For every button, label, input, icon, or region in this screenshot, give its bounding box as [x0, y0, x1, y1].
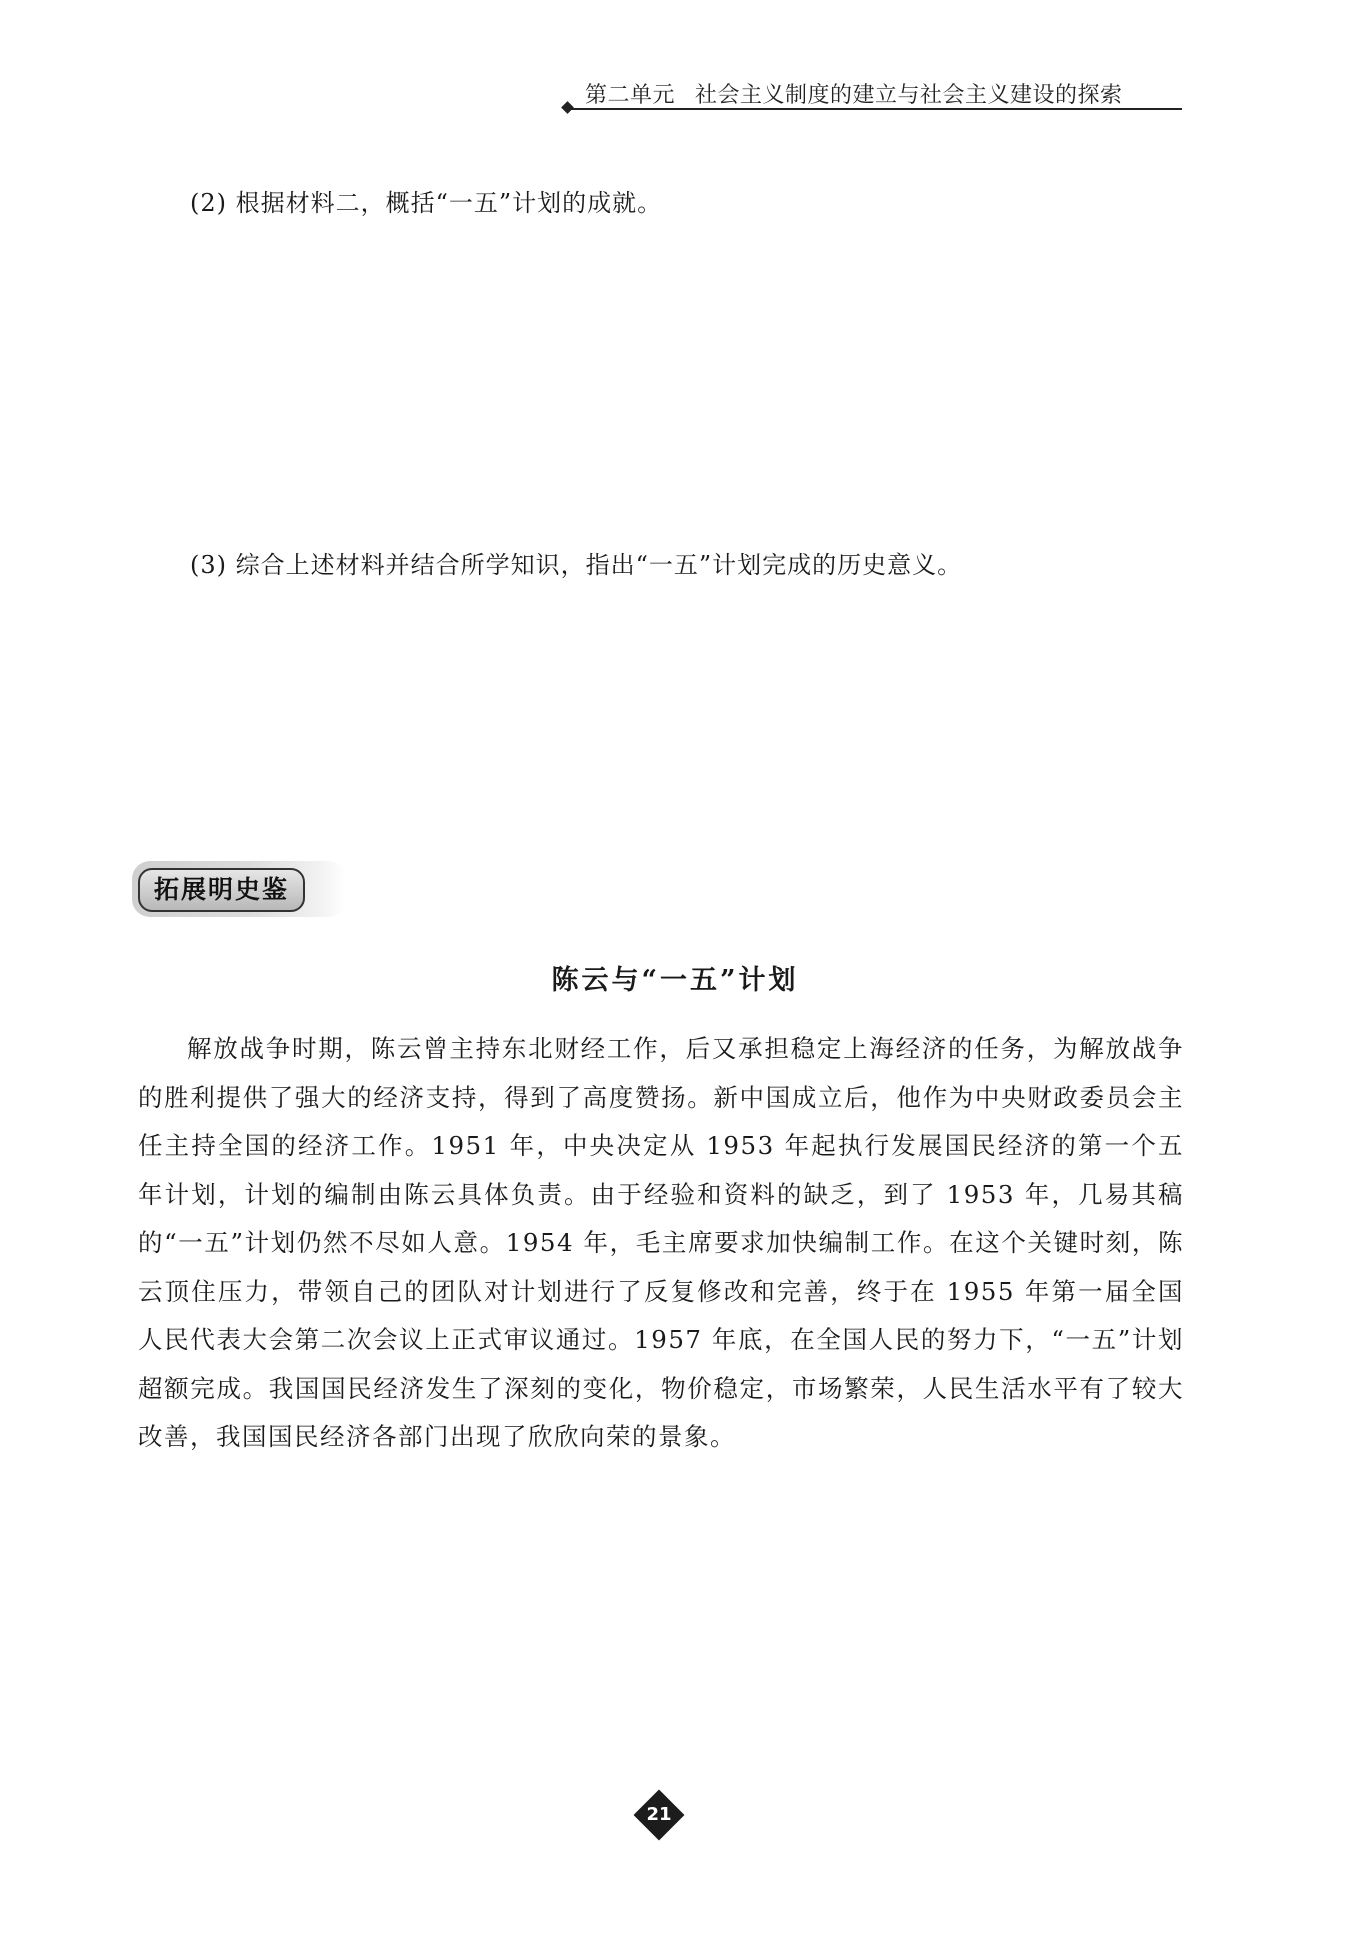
section-badge-label: 拓展明史鉴	[138, 868, 305, 912]
question-2-text: 根据材料二，概括“一五”计划的成就。	[235, 189, 663, 217]
question-3	[190, 545, 962, 580]
story-title: 陈云与“一五”计划	[551, 965, 799, 996]
page-number	[637, 1793, 681, 1837]
running-header	[585, 78, 1123, 109]
header-unit: 第二单元	[585, 83, 676, 108]
page-number-text: 21	[646, 1804, 672, 1825]
question-3-text: 综合上述材料并结合所学知识，指出“一五”计划完成的历史意义。	[235, 551, 963, 579]
header-rule	[570, 108, 1182, 110]
story-body: 解放战争时期，陈云曾主持东北财经工作，后又承担稳定上海经济的任务，为解放战争的胜利提供了强大的经济支持，得到了高度赞扬。新中国成立后，他作为中央财政委员会主任主持全国的经济工作。1951 年，中央决定从 1953 年起执行发展国民经济的第一个五年计划，计划的编制由陈云具体负责。由于经验和资料的缺乏，到了 1953 年，几易其稿的“一五”计划仍然不尽如人意。1954 年，毛主席要求加快编制工作。在这个关键时刻，陈云顶住压力，带领自己的团队对计划进行了反复修改和完善，终于在 1955 年第一届全国人民代表大会第二次会议上正式审议通过。1957 年底，在全国人民的努力下，“一五”计划超额完成。我国国民经济发生了深刻的变化，物价稳定，市场繁荣，人民生活水平有了较大改善，我国国民经济各部门出现了欣欣向荣的景象。	[138, 1034, 1184, 1451]
question-2-number: (2)	[190, 189, 227, 217]
question-3-number: (3)	[190, 551, 227, 579]
question-2	[190, 183, 662, 218]
header-diamond-icon	[561, 101, 574, 114]
header-title: 社会主义制度的建立与社会主义建设的探索	[695, 83, 1123, 108]
section-badge	[132, 861, 346, 917]
